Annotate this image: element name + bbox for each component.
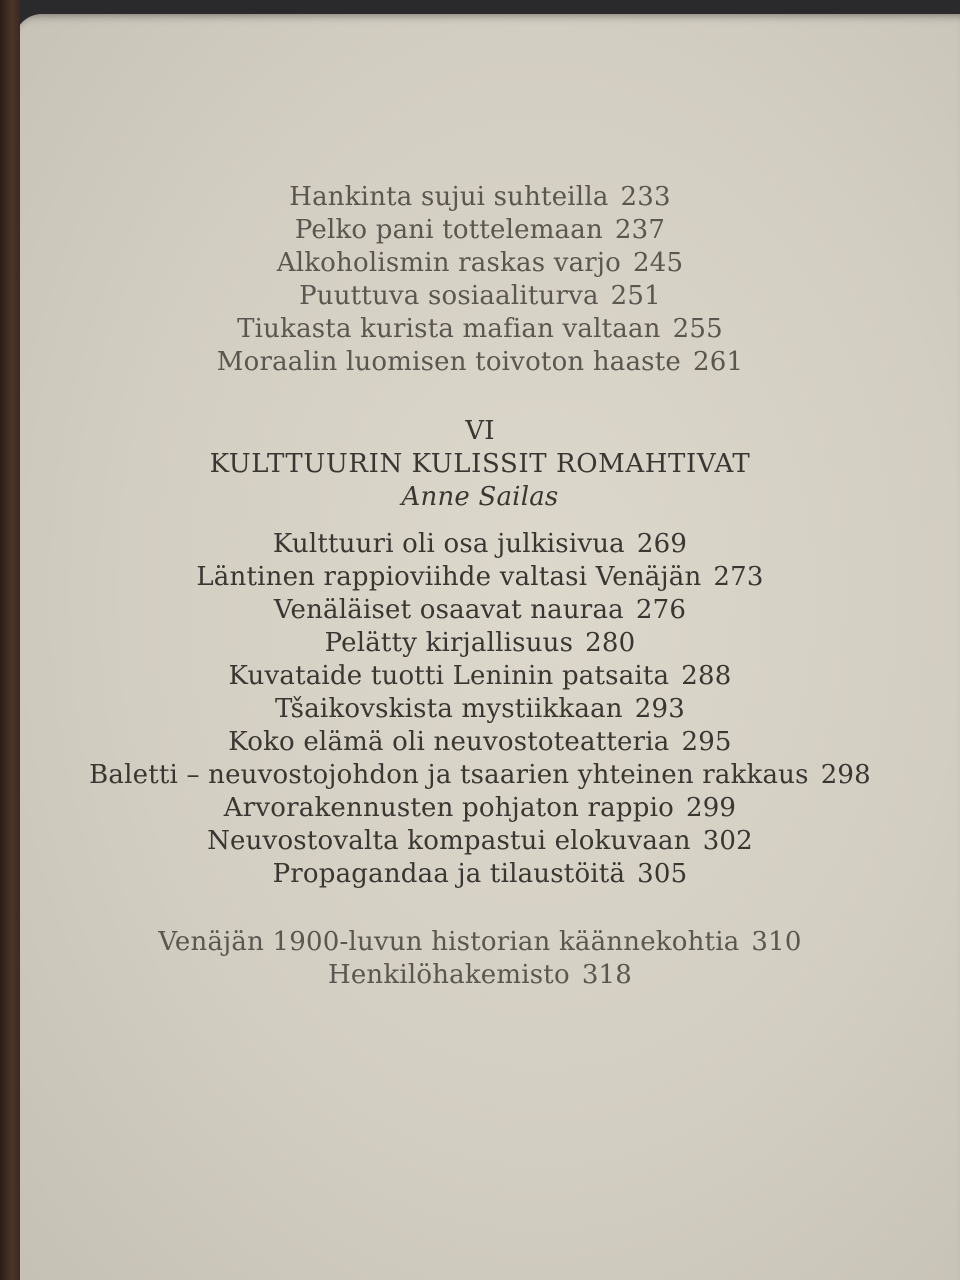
toc-entry	[0, 925, 960, 959]
toc-entry-title: Puuttuva sosiaaliturva	[299, 281, 599, 311]
toc-entry-title: Hankinta sujui suhteilla	[289, 182, 609, 212]
toc-entry	[0, 593, 960, 627]
toc-entry-title: Pelko pani tottelemaan	[294, 215, 603, 245]
toc-entry	[0, 958, 960, 992]
toc-entry-title: Arvorakennusten pohjaton rappio	[223, 793, 674, 823]
toc-entry	[0, 527, 960, 561]
toc-entry-page: 280	[585, 628, 636, 658]
toc-entry	[0, 758, 960, 792]
toc-entry	[0, 345, 960, 379]
toc-entry	[0, 725, 960, 759]
toc-entry	[0, 626, 960, 660]
toc-entry-page: 261	[692, 347, 744, 377]
toc-entry-title: Neuvostovalta kompastui elokuvaan	[207, 826, 691, 856]
toc-entry-page: 310	[751, 927, 802, 957]
toc-entry-page: 288	[681, 661, 732, 691]
toc-entry	[0, 692, 960, 726]
section-heading: KULTTUURIN KULISSIT ROMAHTIVAT	[209, 449, 751, 479]
toc-entry-title: Baletti – neuvostojohdon ja tsaarien yhteinen rakkaus	[89, 760, 809, 790]
toc-entry-title: Tiukasta kurista mafian valtaan	[237, 314, 661, 344]
toc-entry-title: Propagandaa ja tilaustöitä	[272, 859, 626, 889]
toc-entry-page: 255	[672, 314, 723, 344]
toc-entry-page: 302	[702, 826, 753, 856]
toc-entry	[0, 791, 960, 825]
toc-entry-title: Läntinen rappioviihde valtasi Venäjän	[196, 562, 702, 592]
toc-entry	[0, 312, 960, 346]
toc-entry-title: Kulttuuri oli osa julkisivua	[272, 529, 625, 559]
toc-entry-page: 293	[634, 694, 685, 724]
toc-entry-title: Henkilöhakemisto	[327, 960, 570, 990]
toc-entry-page: 273	[713, 562, 764, 592]
toc-entry-title: Moraalin luomisen toivoton haaste	[216, 347, 681, 377]
toc-entry	[0, 246, 960, 280]
toc-entry-page: 318	[581, 960, 633, 990]
toc-entry-title: Venäjän 1900-luvun historian käännekohtia	[158, 927, 740, 957]
toc-entry	[0, 213, 960, 247]
toc-entry-page: 298	[820, 760, 871, 790]
toc-entry-title: Koko elämä oli neuvostoteatteria	[228, 727, 670, 757]
section-author: Anne Sailas	[401, 482, 559, 512]
toc-entry-page: 233	[620, 182, 671, 212]
toc-entry-title: Venäläiset osaavat nauraa	[273, 595, 624, 625]
toc-entry-page: 269	[636, 529, 688, 559]
section-numeral: VI	[465, 416, 495, 446]
toc-entry-page: 245	[633, 248, 684, 278]
toc-entry-title: Pelätty kirjallisuus	[324, 628, 574, 658]
toc-entry-page: 237	[614, 215, 666, 245]
toc-entry-page: 295	[681, 727, 732, 757]
toc-entry-page: 305	[637, 859, 688, 889]
toc-entry	[0, 824, 960, 858]
toc-entry	[0, 180, 960, 214]
toc-entry-page: 251	[610, 281, 661, 311]
toc-entry-page: 299	[685, 793, 737, 823]
toc-entry-title: Alkoholismin raskas varjo	[276, 248, 622, 278]
toc-entry-title: Tšaikovskista mystiikkaan	[275, 694, 623, 724]
toc-entry-page: 276	[635, 595, 687, 625]
toc-entry	[0, 560, 960, 594]
toc-entry-title: Kuvataide tuotti Leninin patsaita	[228, 661, 670, 691]
toc-entry	[0, 279, 960, 313]
toc-entry	[0, 857, 960, 891]
toc-entry	[0, 659, 960, 693]
